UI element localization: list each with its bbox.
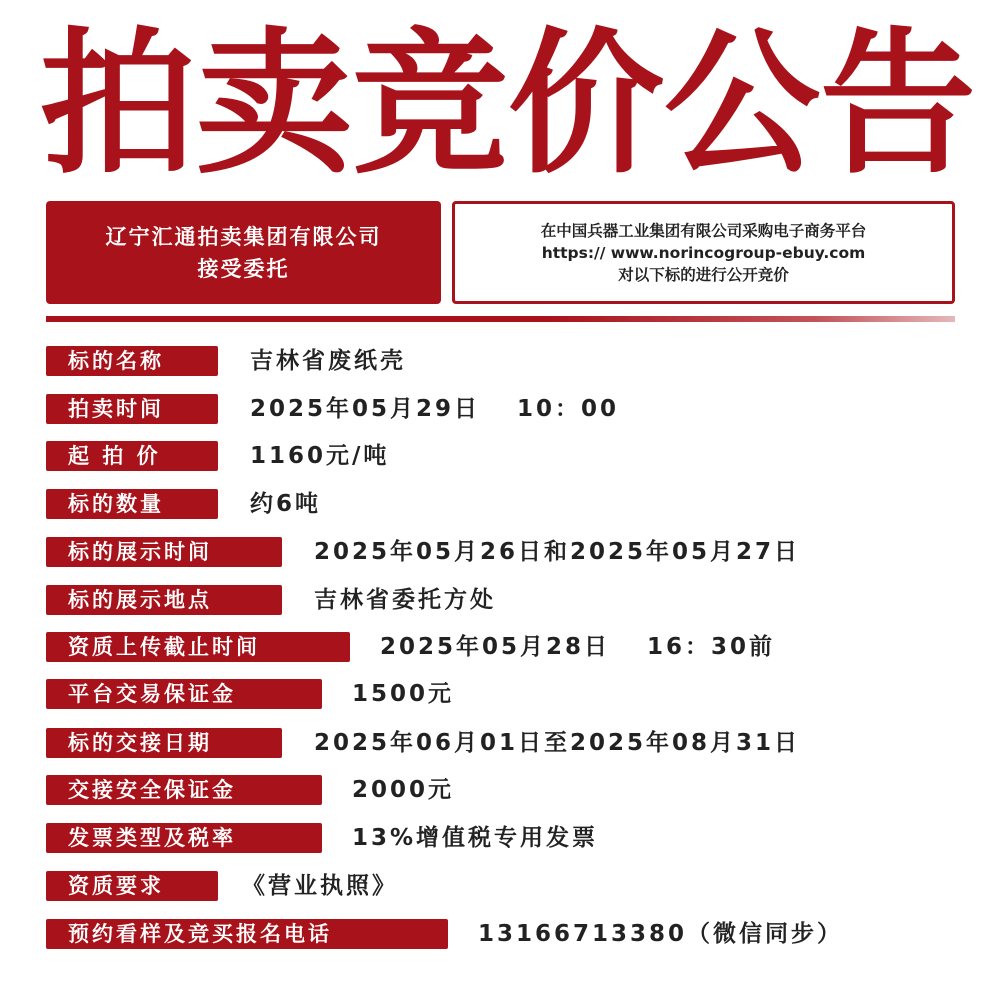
title-char-1: 拍 bbox=[40, 13, 196, 195]
info-label: 资质要求 bbox=[46, 871, 218, 901]
info-value: 约6吨 bbox=[250, 491, 322, 517]
platform-url: https:// www.norincogroup-ebuy.com bbox=[541, 243, 866, 262]
title-char-6: 告 bbox=[820, 13, 976, 195]
platform-note: 对以下标的进行公开竞价 bbox=[618, 265, 789, 284]
info-value: 13%增值税专用发票 bbox=[352, 825, 599, 851]
info-label: 标的名称 bbox=[46, 346, 218, 376]
entrustment-box bbox=[46, 201, 441, 304]
info-label: 标的展示时间 bbox=[46, 537, 282, 567]
info-label: 资质上传截止时间 bbox=[46, 632, 350, 662]
title-char-4: 价 bbox=[508, 13, 664, 195]
info-value: 2025年06月01日至2025年08月31日 bbox=[314, 730, 801, 756]
info-value: 吉林省委托方处 bbox=[314, 587, 496, 613]
title-char-5: 公 bbox=[664, 13, 820, 195]
entrustment-text: 接受委托 bbox=[197, 256, 290, 281]
auction-company: 辽宁汇通拍卖集团有限公司 bbox=[105, 224, 382, 249]
page-title bbox=[40, 13, 976, 195]
info-value: 吉林省废纸壳 bbox=[250, 348, 406, 374]
platform-name: 在中国兵器工业集团有限公司采购电子商务平台 bbox=[540, 221, 867, 240]
info-value: 2025年05月26日和2025年05月27日 bbox=[314, 539, 801, 565]
platform-box bbox=[452, 201, 955, 304]
info-label: 标的展示地点 bbox=[46, 585, 282, 615]
info-label: 发票类型及税率 bbox=[46, 823, 322, 853]
info-value: 《营业执照》 bbox=[242, 873, 398, 899]
info-label: 起 拍 价 bbox=[46, 441, 218, 471]
info-value: 1160元/吨 bbox=[250, 443, 390, 469]
title-char-2: 卖 bbox=[196, 13, 352, 195]
info-value: 2025年05月29日 10：00 bbox=[250, 396, 620, 422]
info-label: 拍卖时间 bbox=[46, 394, 218, 424]
info-value: 2025年05月28日 16：30前 bbox=[380, 634, 776, 660]
info-label: 预约看样及竞买报名电话 bbox=[46, 919, 448, 949]
info-value: 1500元 bbox=[352, 681, 455, 707]
info-label: 标的交接日期 bbox=[46, 728, 282, 758]
info-label: 标的数量 bbox=[46, 489, 218, 519]
info-value: 2000元 bbox=[352, 777, 455, 803]
info-label: 平台交易保证金 bbox=[46, 679, 322, 709]
info-label: 交接安全保证金 bbox=[46, 775, 322, 805]
title-char-3: 竞 bbox=[352, 13, 508, 195]
section-divider bbox=[46, 316, 955, 322]
contact-phone: 13166713380（微信同步） bbox=[478, 921, 844, 947]
